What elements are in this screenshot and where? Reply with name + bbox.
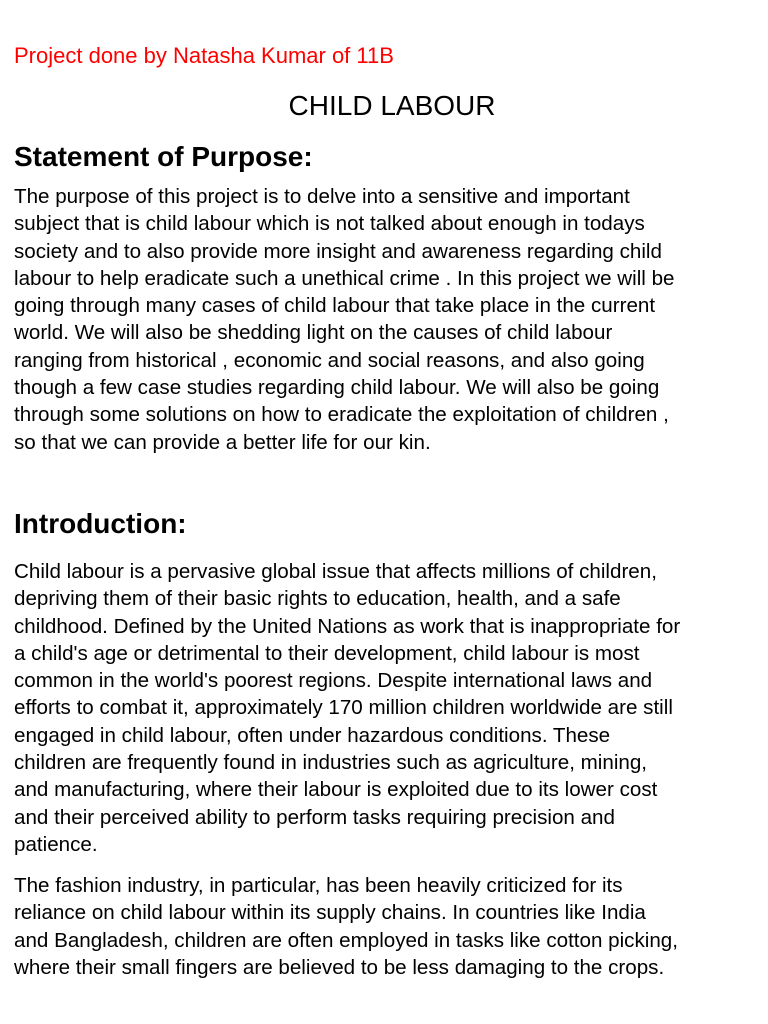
introduction-paragraph-1 xyxy=(14,558,766,858)
text-line: and Bangladesh, children are often employed in tasks like cotton picking, xyxy=(14,928,678,952)
introduction-paragraph-2 xyxy=(14,872,766,981)
text-line: patience. xyxy=(14,832,98,856)
text-line: world. We will also be shedding light on the causes of child labour xyxy=(14,321,613,345)
text-line: ranging from historical , economic and social reasons, and also going xyxy=(14,348,645,372)
text-line: and manufacturing, where their labour is exploited due to its lower cost xyxy=(14,778,658,802)
text-line: going through many cases of child labour that take place in the current xyxy=(14,294,656,318)
text-line: depriving them of their basic rights to education, health, and a safe xyxy=(14,587,621,611)
text-line: labour to help eradicate such a unethical crime . In this project we will be xyxy=(14,266,675,290)
text-line: a child's age or detrimental to their development, child labour is most xyxy=(14,641,640,665)
text-line: reliance on child labour within its supply chains. In countries like India xyxy=(14,901,646,925)
text-line: common in the world's poorest regions. Despite international laws and xyxy=(14,669,653,693)
text-line: and their perceived ability to perform tasks requiring precision and xyxy=(14,805,615,829)
author-credit: Project done by Natasha Kumar of 11B xyxy=(14,43,394,68)
document-title: CHILD LABOUR xyxy=(288,90,496,121)
text-line: engaged in child labour, often under hazardous conditions. These xyxy=(14,723,611,747)
text-line: childhood. Defined by the United Nations as work that is inappropriate for xyxy=(14,614,681,638)
text-line: where their small fingers are believed to be less damaging to the crops. xyxy=(14,955,665,979)
purpose-paragraph xyxy=(14,183,766,456)
text-line: The purpose of this project is to delve into a sensitive and important xyxy=(14,185,630,208)
purpose-heading: Statement of Purpose: xyxy=(14,141,313,172)
text-line: children are frequently found in industries such as agriculture, mining, xyxy=(14,751,648,775)
text-line: Child labour is a pervasive global issue that affects millions of children, xyxy=(14,560,657,583)
text-line: The fashion industry, in particular, has been heavily criticized for its xyxy=(14,874,623,897)
text-line: subject that is child labour which is not talked about enough in todays xyxy=(14,212,645,236)
text-line: efforts to combat it, approximately 170 million children worldwide are still xyxy=(14,696,673,720)
text-line: though a few case studies regarding child labour. We will also be going xyxy=(14,376,660,400)
text-line: through some solutions on how to eradicate the exploitation of children , xyxy=(14,403,669,427)
text-line: so that we can provide a better life for our kin. xyxy=(14,430,431,454)
text-line: society and to also provide more insight and awareness regarding child xyxy=(14,239,662,263)
introduction-heading: Introduction: xyxy=(14,508,187,539)
